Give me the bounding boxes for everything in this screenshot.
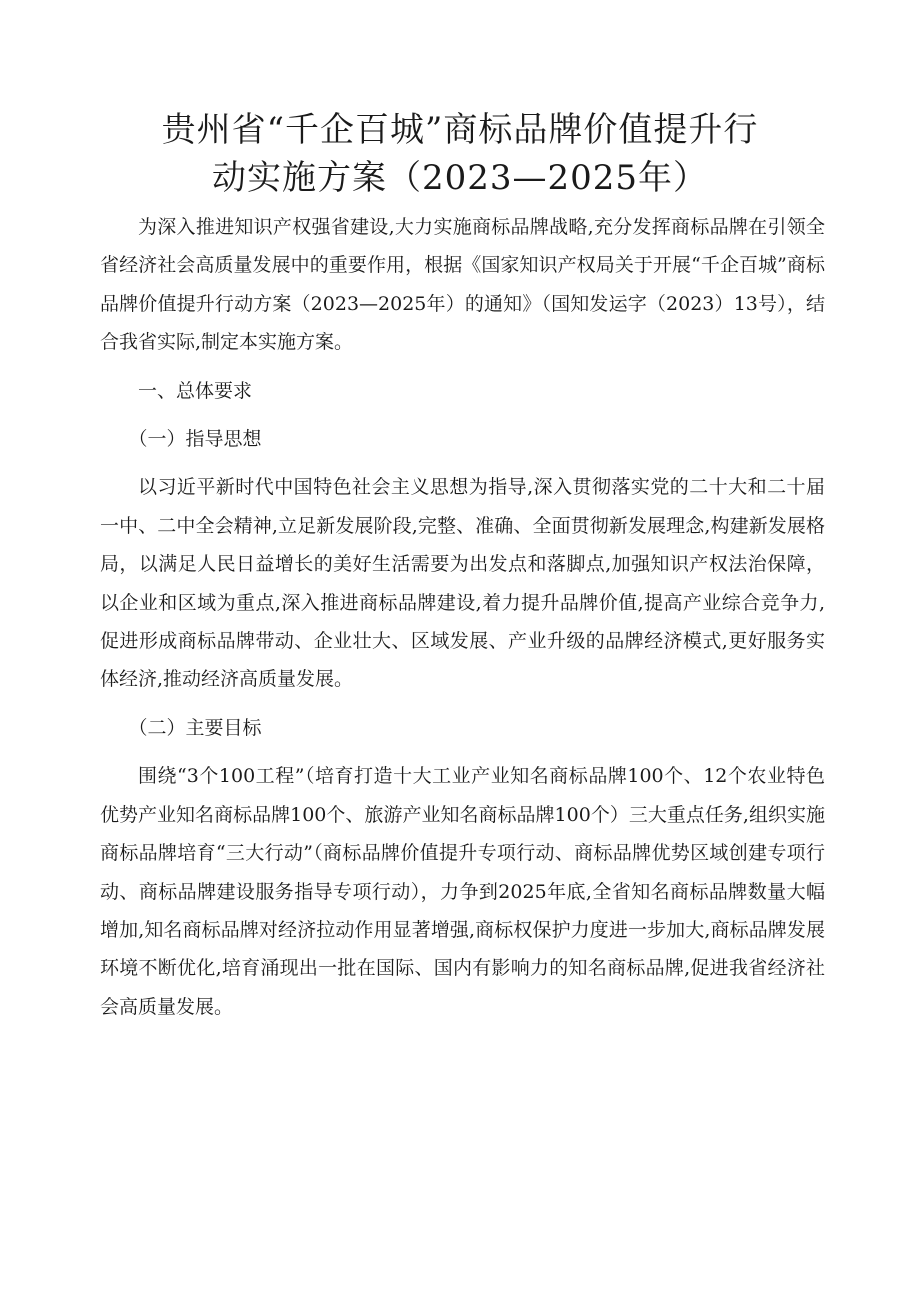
guiding-ideology-paragraph: 以习近平新时代中国特色社会主义思想为指导,深入贯彻落实党的二十大和二十届一中、二中全会精神,立足新发展阶段,完整、准确、全面贯彻新发展理念,构建新发展格局，以满足人民日益增长的美好生活需要为出发点和落脚点,加强知识产权法治保障，以企业和区域为重点,深入推进商标品牌建设,着力提升品牌价值,提高产业综合竞争力,促进形成商标品牌带动、企业壮大、区域发展、产业升级的品牌经济模式,更好服务实体经济,推动经济高质量发展。 — [100, 476, 825, 691]
subsection-heading-main-goals: （二）主要目标 — [128, 716, 262, 739]
title-line-2: 动实施方案（2023—2025年） — [211, 158, 709, 198]
document-body — [100, 208, 825, 1026]
section-heading-general-requirements: 一、总体要求 — [138, 379, 253, 402]
subsection-heading-guiding-ideology: （一）指导思想 — [128, 428, 262, 451]
document-title — [90, 106, 830, 202]
main-goals-paragraph: 围绕“3个100工程”（培育打造十大工业产业知名商标品牌100个、12个农业特色优势产业知名商标品牌100个、旅游产业知名商标品牌100个）三大重点任务,组织实施商标品牌培育“三大行动”（商标品牌价值提升专项行动、商标品牌优势区域创建专项行动、商标品牌建设服务指导专项行动），力争到2025年底,全省知名商标品牌数量大幅增加,知名商标品牌对经济拉动作用显著增强,商标权保护力度进一步加大,商标品牌发展环境不断优化,培育涌现出一批在国际、国内有影响力的知名商标品牌,促进我省经济社会高质量发展。 — [100, 765, 825, 1018]
intro-paragraph: 为深入推进知识产权强省建设,大力实施商标品牌战略,充分发挥商标品牌在引领全省经济社会高质量发展中的重要作用，根据《国家知识产权局关于开展“千企百城”商标品牌价值提升行动方案（2023—2025年）的通知》（国知发运字（2023）13号），结合我省实际,制定本实施方案。 — [100, 216, 825, 354]
title-line-1: 贵州省“千企百城”商标品牌价值提升行 — [161, 110, 759, 150]
